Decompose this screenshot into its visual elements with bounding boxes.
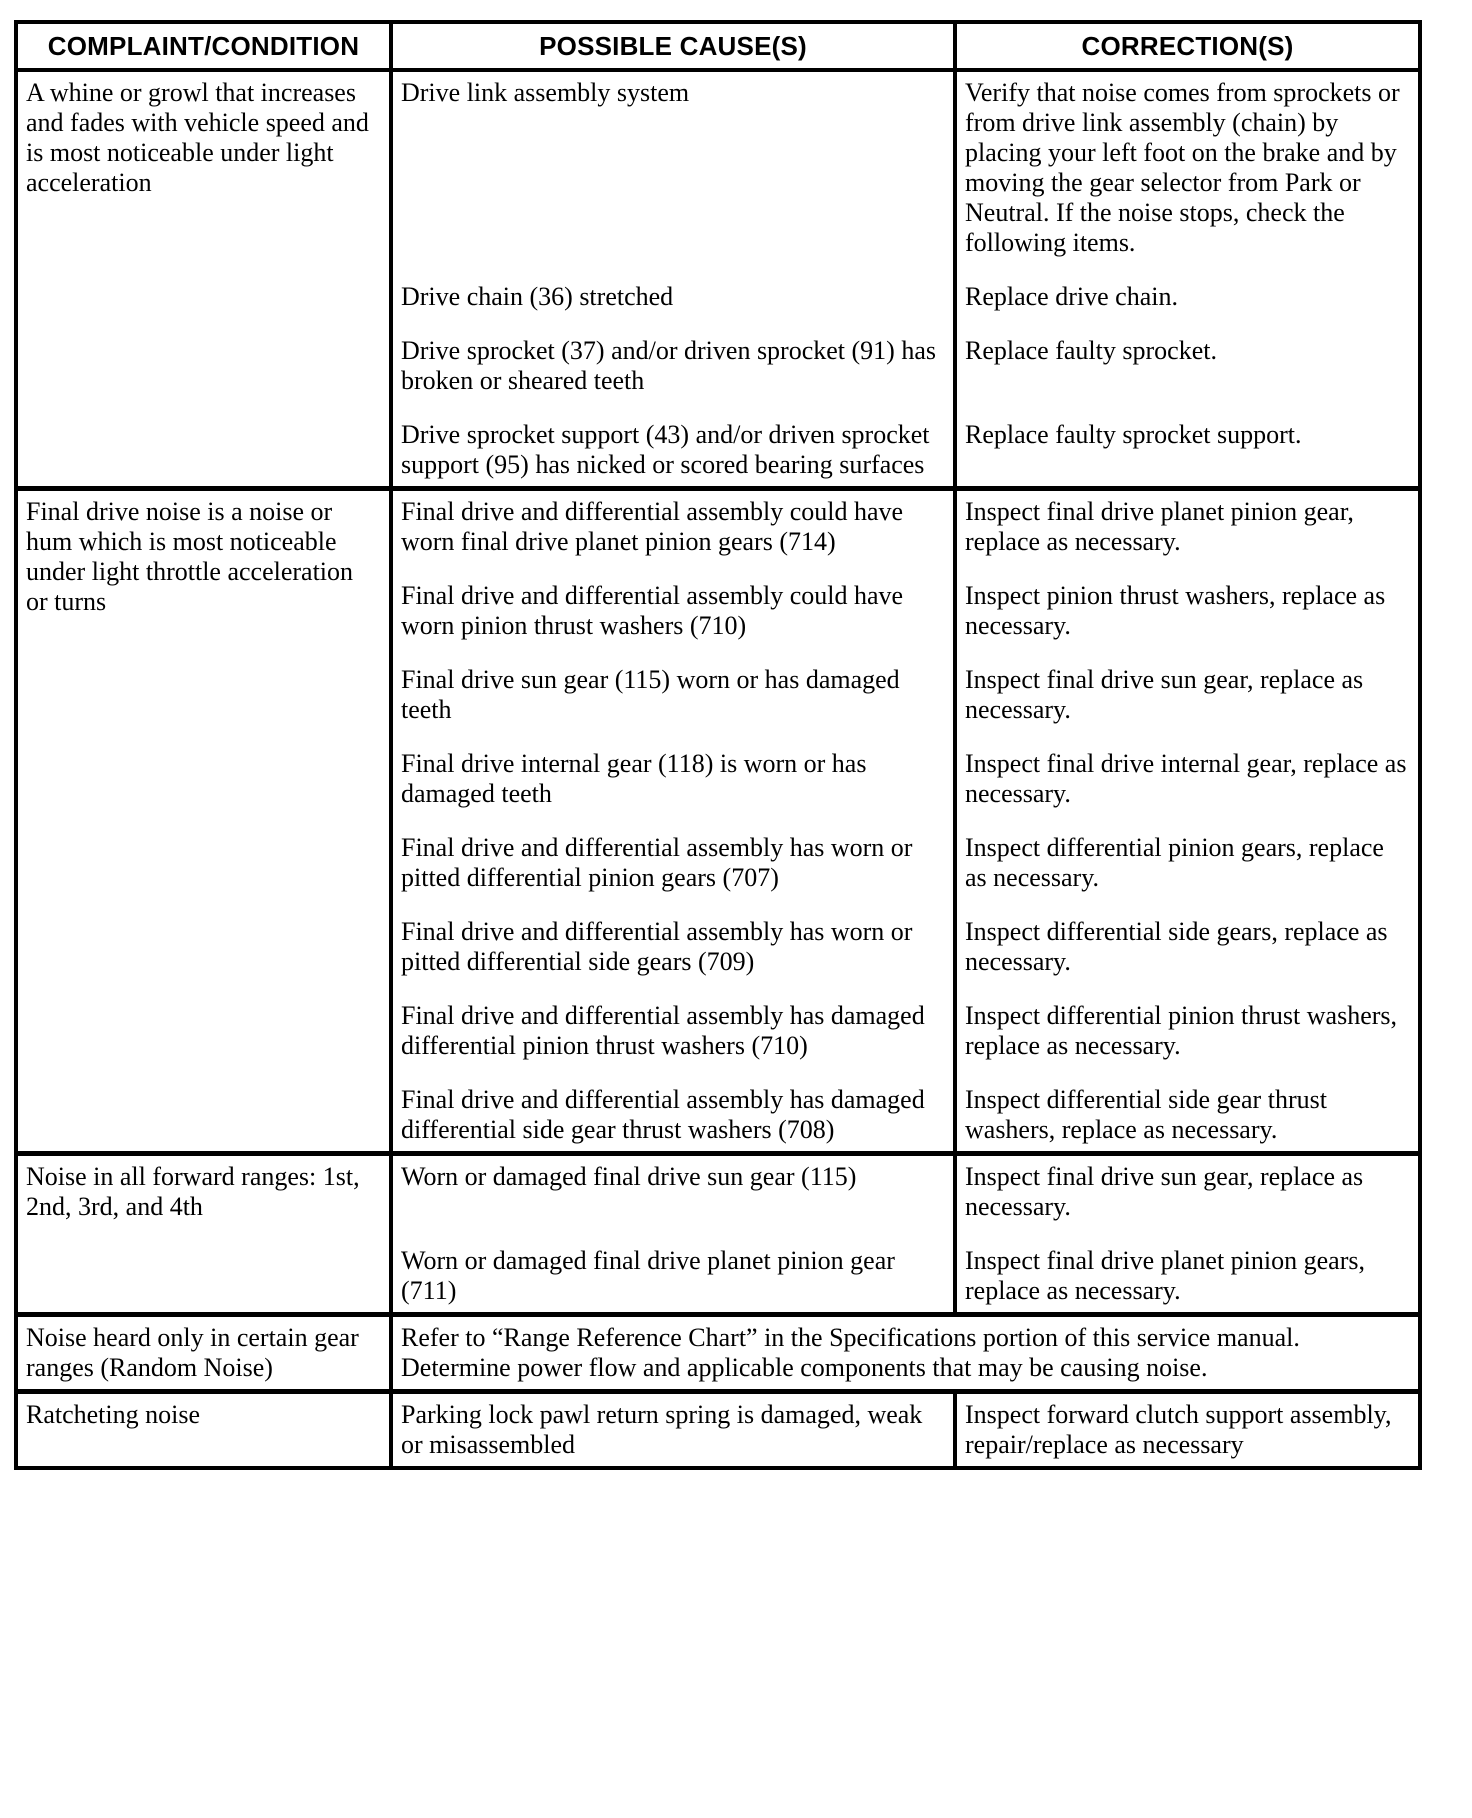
cause-cell: Final drive and differential assembly has damaged differential pinion thrust washers (710)	[391, 977, 955, 1061]
correction-cell: Inspect forward clutch support assembly, repair/replace as necessary	[955, 1392, 1418, 1467]
cause-cell: Parking lock pawl return spring is damaged, weak or misassembled	[391, 1392, 955, 1467]
correction-cell: Inspect final drive sun gear, replace as necessary.	[955, 641, 1418, 725]
cause-cell: Drive sprocket (37) and/or driven sprocket (91) has broken or sheared teeth	[391, 312, 955, 396]
cause-cell: Final drive and differential assembly could have worn final drive planet pinion gears (714)	[391, 489, 955, 558]
correction-cell: Verify that noise comes from sprockets or from drive link assembly (chain) by placing your left foot on the brake and by moving the gear selector from Park or Neutral. If the noise stops, check the following items.	[955, 70, 1418, 258]
cause-cell: Worn or damaged final drive sun gear (115)	[391, 1154, 955, 1223]
cause-cell: Worn or damaged final drive planet pinion gear (711)	[391, 1222, 955, 1315]
condition-cell: Noise in all forward ranges: 1st, 2nd, 3rd, and 4th	[18, 1154, 391, 1315]
header-row	[18, 24, 1418, 70]
diagnosis-table-frame	[14, 20, 1422, 1470]
correction-cell: Inspect differential pinion gears, replace as necessary.	[955, 809, 1418, 893]
cause-cell: Drive sprocket support (43) and/or driven sprocket support (95) has nicked or scored bearing surfaces	[391, 396, 955, 489]
correction-cell: Inspect pinion thrust washers, replace as necessary.	[955, 557, 1418, 641]
condition-cell: A whine or growl that increases and fades with vehicle speed and is most noticeable under light acceleration	[18, 70, 391, 489]
cause-cell: Final drive internal gear (118) is worn or has damaged teeth	[391, 725, 955, 809]
merged-cause-correction-cell: Refer to “Range Reference Chart” in the Specifications portion of this service manual. Determine power flow and applicable components that may be causing noise.	[391, 1315, 1418, 1392]
correction-cell: Inspect final drive internal gear, replace as necessary.	[955, 725, 1418, 809]
correction-cell: Inspect final drive sun gear, replace as necessary.	[955, 1154, 1418, 1223]
header-correction: CORRECTION(S)	[955, 24, 1418, 70]
correction-cell: Replace drive chain.	[955, 258, 1418, 312]
diagnosis-table	[18, 24, 1418, 1466]
cause-cell: Final drive and differential assembly could have worn pinion thrust washers (710)	[391, 557, 955, 641]
condition-cell: Ratcheting noise	[18, 1392, 391, 1467]
table-row	[18, 1154, 1418, 1223]
header-cause: POSSIBLE CAUSE(S)	[391, 24, 955, 70]
table-body	[18, 70, 1418, 1466]
cause-cell: Final drive sun gear (115) worn or has damaged teeth	[391, 641, 955, 725]
correction-cell: Inspect final drive planet pinion gear, replace as necessary.	[955, 489, 1418, 558]
table-row	[18, 70, 1418, 258]
cause-cell: Drive link assembly system	[391, 70, 955, 258]
correction-cell: Inspect differential side gear thrust washers, replace as necessary.	[955, 1061, 1418, 1154]
condition-cell: Final drive noise is a noise or hum which is most noticeable under light throttle acceleration or turns	[18, 489, 391, 1154]
correction-cell: Replace faulty sprocket support.	[955, 396, 1418, 489]
correction-cell: Inspect differential side gears, replace as necessary.	[955, 893, 1418, 977]
cause-cell: Final drive and differential assembly has worn or pitted differential pinion gears (707)	[391, 809, 955, 893]
correction-cell: Inspect differential pinion thrust washers, replace as necessary.	[955, 977, 1418, 1061]
correction-cell: Replace faulty sprocket.	[955, 312, 1418, 396]
table-row	[18, 489, 1418, 558]
cause-cell: Final drive and differential assembly has worn or pitted differential side gears (709)	[391, 893, 955, 977]
table-row	[18, 1392, 1418, 1467]
cause-cell: Drive chain (36) stretched	[391, 258, 955, 312]
header-condition: COMPLAINT/CONDITION	[18, 24, 391, 70]
correction-cell: Inspect final drive planet pinion gears, replace as necessary.	[955, 1222, 1418, 1315]
cause-cell: Final drive and differential assembly has damaged differential side gear thrust washers (708)	[391, 1061, 955, 1154]
condition-cell: Noise heard only in certain gear ranges (Random Noise)	[18, 1315, 391, 1392]
table-row	[18, 1315, 1418, 1392]
